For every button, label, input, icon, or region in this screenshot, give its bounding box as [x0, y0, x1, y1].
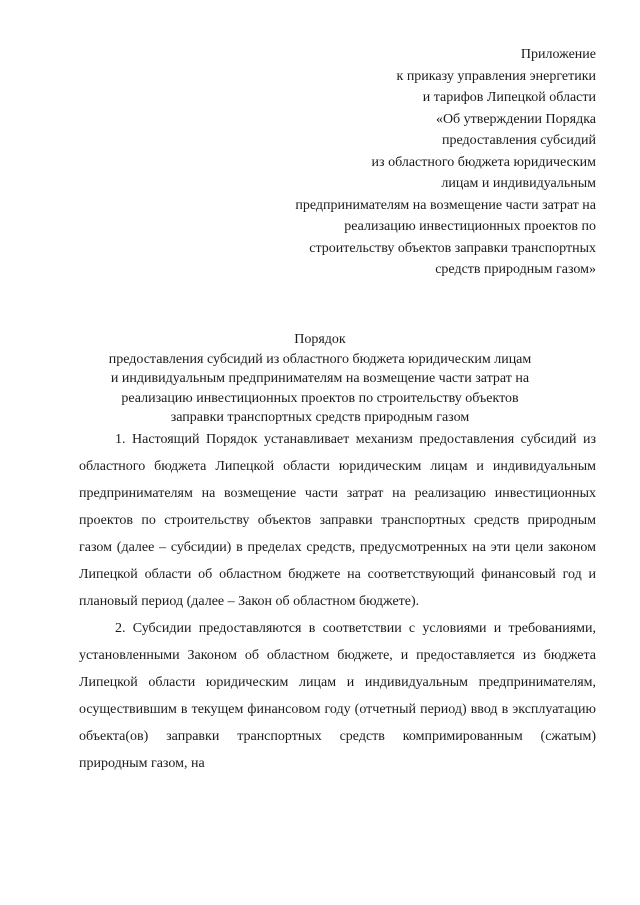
- appendix-line: к приказу управления энергетики: [396, 68, 596, 84]
- appendix-header: [176, 44, 596, 281]
- appendix-line: предоставления субсидий: [441, 133, 596, 148]
- title-line: Порядок: [294, 332, 346, 347]
- paragraph-1: 1. Настоящий Порядок устанавливает механизм предоставления субсидий из областного бюджета Липецкой области юридическим лицам и индивидуальным предпринимателям на возмещение части затрат на реализацию инвестиционных проектов по строительству объектов заправки транспортных средств природным газом (далее – субсидии) в пределах средств, предусмотренных на эти цели законом Липецкой области об областном бюджете на соответствующий финансовый год и плановый период (далее – Закон об областном бюджете).: [79, 432, 596, 609]
- paragraph-2: 2. Субсидии предоставляются в соответствии с условиями и требованиями, установленными Законом об областном бюджете, и предоставляется из бюджета Липецкой области юридическим лицам и индивидуальным предпринимателям, осуществившим в текущем финансовом году (отчетный период) ввод в эксплуатацию объекта(ов) заправки транспортных средств компримированным (сжатым) природным газом, на: [79, 621, 596, 771]
- appendix-line: лицам и индивидуальным: [441, 176, 596, 191]
- document-title: [40, 330, 600, 428]
- appendix-line: реализацию инвестиционных проектов по: [344, 219, 596, 234]
- appendix-line: предпринимателям на возмещение части затрат на: [295, 197, 596, 213]
- document-body: [79, 426, 596, 777]
- appendix-line: «Об утверждении Порядка: [435, 111, 596, 127]
- appendix-line: средств природным газом»: [435, 262, 596, 277]
- title-line: и индивидуальным предпринимателям на возмещение части затрат на: [110, 371, 530, 386]
- title-line: заправки транспортных средств природным газом: [170, 410, 470, 425]
- title-line: реализацию инвестиционных проектов по строительству объектов: [121, 390, 519, 406]
- appendix-line: из областного бюджета юридическим: [371, 154, 596, 170]
- title-line: предоставления субсидий из областного бюджета юридическим лицам: [108, 351, 532, 367]
- appendix-line: и тарифов Липецкой области: [422, 90, 596, 105]
- appendix-line: строительству объектов заправки транспортных: [309, 240, 596, 256]
- appendix-line: Приложение: [520, 47, 596, 62]
